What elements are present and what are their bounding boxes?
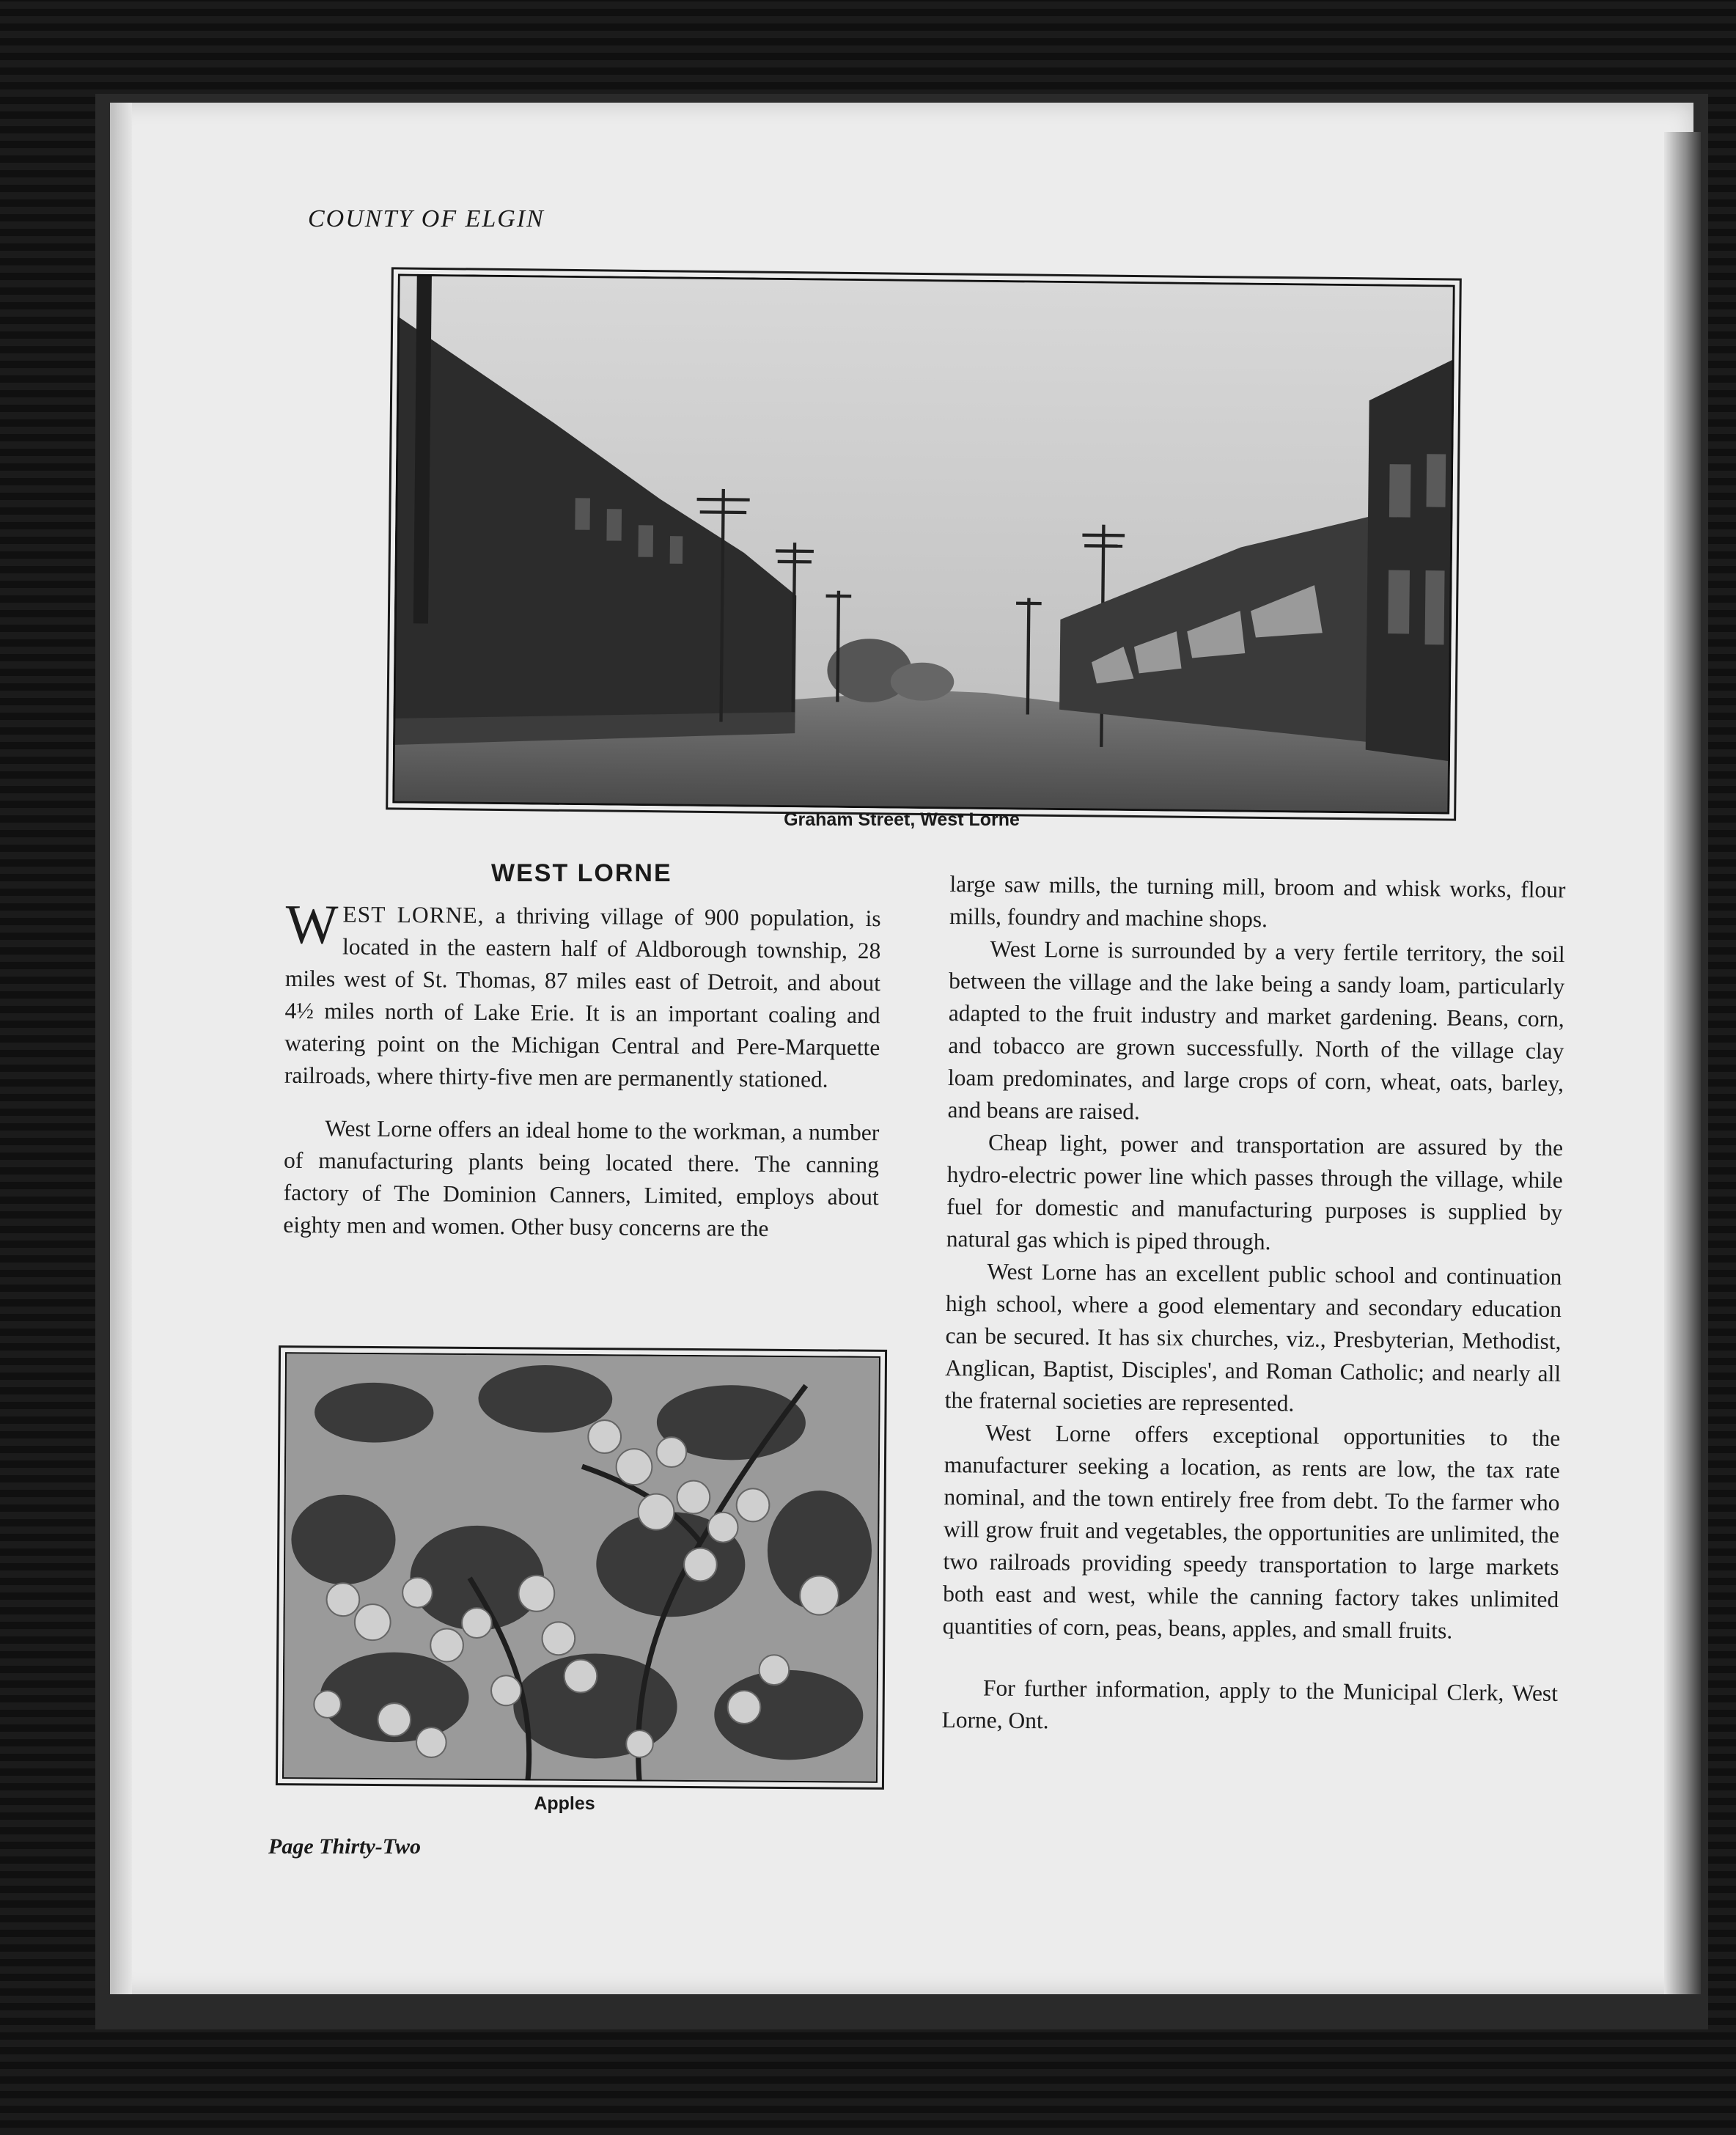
paragraph-5: West Lorne has an excellent public school and continuation high school, where a good elementary and secondary education can be secured. It has six churches, viz., Presbyterian, Methodist, Anglican, Baptist, Disciples', and Roman Catholic; and nearly all the fraternal societies are represented. <box>944 1258 1562 1416</box>
paragraph-1-lead: EST LORNE, <box>342 901 485 928</box>
apples-photo-caption: Apples <box>534 1793 595 1814</box>
paragraph-2-continued: large saw mills, the turning mill, broom and whisk works, flour mills, foundry and machine shops. <box>949 870 1566 933</box>
page-number: Page Thirty-Two <box>268 1834 422 1859</box>
street-photo <box>386 267 1462 820</box>
paragraph-4: Cheap light, power and transportation are assured by the hydro-electric power line which passes through the village, while fuel for domestic and manufacturing purposes is supplied by natural gas which is piped through. <box>946 1129 1564 1255</box>
apples-photo <box>276 1345 887 1790</box>
article-title: WEST LORNE <box>491 859 672 887</box>
paragraph-2: West Lorne offers an ideal home to the workman, a number of manufacturing plants being located there. The canning factory of The Dominion Canners, Limited, employs about eighty men and women. Other busy concerns are the <box>283 1115 880 1242</box>
paragraph-1 <box>284 893 881 1096</box>
street-photo-caption: Graham Street, West Lorne <box>784 809 1020 830</box>
paragraph-1-text: a thriving village of 900 population, is located in the eastern half of Aldborough township, 28 miles west of St. Thomas, 87 miles east of Detroit, and about 4½ miles north of Lake Erie. It is an important coaling and watering point on the Michigan Central and Pere-Marquette railroads, where thirty-five men are permanently stationed. <box>284 902 881 1092</box>
article-column-right <box>941 868 1565 1742</box>
article-column-left <box>283 893 881 1246</box>
paragraph-7: For further information, apply to the Municipal Clerk, West Lorne, Ont. <box>941 1675 1559 1734</box>
apples-photo-image <box>282 1352 880 1783</box>
street-photo-image <box>392 273 1454 814</box>
running-head: COUNTY OF ELGIN <box>308 205 545 232</box>
paragraph-6: West Lorne offers exceptional opportunities to the manufacturer seeking a location, as rents are low, the tax rate nominal, and the town entirely free from debt. To the farmer who will grow fruit and vegetables, the opportunities are unlimited, the two railroads providing speedy transportation to large markets both east and west, while the canning factory takes unlimited quantities of corn, peas, beans, apples, and small fruits. <box>942 1419 1561 1644</box>
paragraph-3: West Lorne is surrounded by a very fertile territory, the soil between the village and the lake being a sandy loam, particularly adapted to the fruit industry and market gardening. Beans, corn, and tobacco are grown successfully. North of the village clay loam predominates, and large crops of corn, wheat, oats, barley, and beans are raised. <box>947 936 1565 1125</box>
drop-cap: W <box>285 893 339 956</box>
page-fore-edge <box>1664 132 1701 1994</box>
page-binding-edge <box>110 103 132 1994</box>
